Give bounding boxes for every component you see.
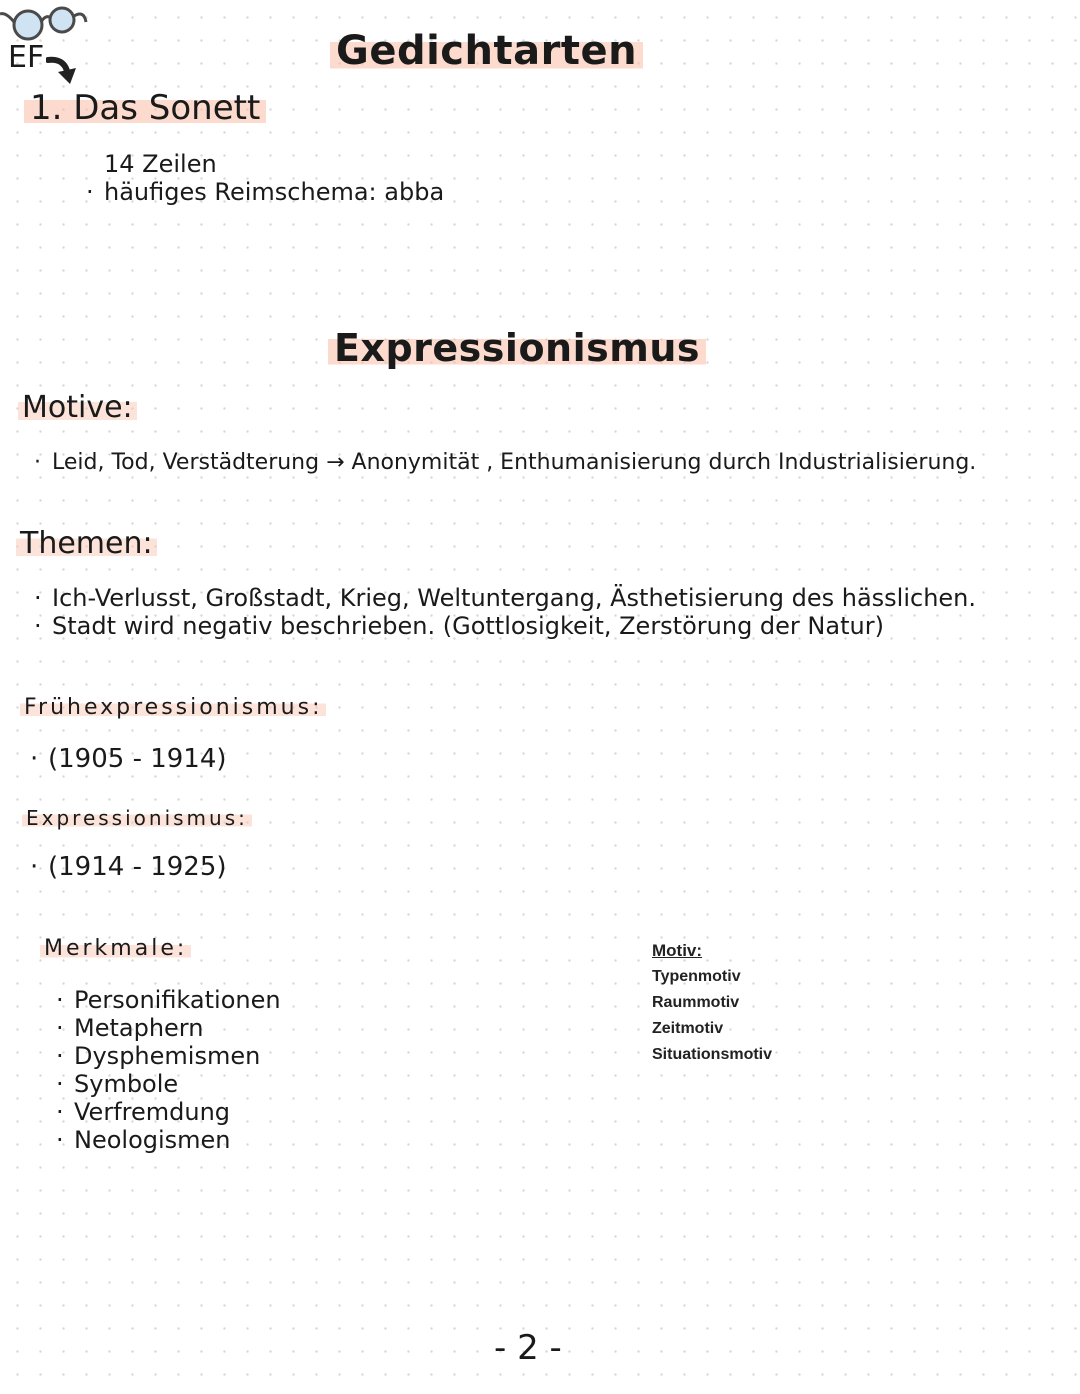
section-title: Expressionismus: [328, 326, 706, 370]
motive-heading: Motive:: [18, 390, 137, 425]
sonett-heading: 1. Das Sonett: [24, 88, 266, 128]
sonett-line-2: · häufiges Reimschema: abba: [86, 178, 445, 206]
merkmale-list: [56, 986, 281, 1154]
list-item: · Dysphemismen: [56, 1042, 261, 1070]
motiv-box: [652, 938, 772, 1068]
page-number: - 2 -: [494, 1328, 562, 1368]
list-item: Typenmotiv: [652, 968, 741, 985]
themen-heading: Themen:: [16, 526, 157, 561]
list-item: · Symbole: [56, 1070, 179, 1098]
arrow-icon: [46, 52, 80, 88]
list-item: Situationsmotiv: [652, 1046, 773, 1063]
motiv-heading: Motiv:: [652, 941, 703, 960]
sonett-line-1: 14 Zeilen: [104, 150, 217, 178]
page-title: Gedichtarten: [330, 28, 643, 74]
list-item: · Metaphern: [56, 1014, 204, 1042]
motive-line: · Leid, Tod, Verstädterung → Anonymität , Enthumanisierung durch Industrialisierung.: [34, 450, 977, 475]
list-item: Raummotiv: [652, 994, 740, 1011]
frueh-heading: Frühexpressionismus:: [20, 695, 326, 720]
list-item: · Verfremdung: [56, 1098, 231, 1126]
merkmale-heading: Merkmale:: [40, 936, 191, 961]
list-item: · Personifikationen: [56, 986, 281, 1014]
themen-line-2: · Stadt wird negativ beschrieben. (Gottlosigkeit, Zerstörung der Natur): [34, 612, 884, 640]
expr-dates: · (1914 - 1925): [30, 852, 227, 882]
list-item: · Neologismen: [56, 1126, 231, 1154]
ef-badge: EF: [8, 40, 45, 75]
themen-line-1: · Ich-Verlusst, Großstadt, Krieg, Weltuntergang, Ästhetisierung des hässlichen.: [34, 584, 977, 612]
frueh-dates: · (1905 - 1914): [30, 744, 227, 774]
expr-heading: Expressionismus:: [22, 806, 252, 830]
list-item: Zeitmotiv: [652, 1020, 724, 1037]
